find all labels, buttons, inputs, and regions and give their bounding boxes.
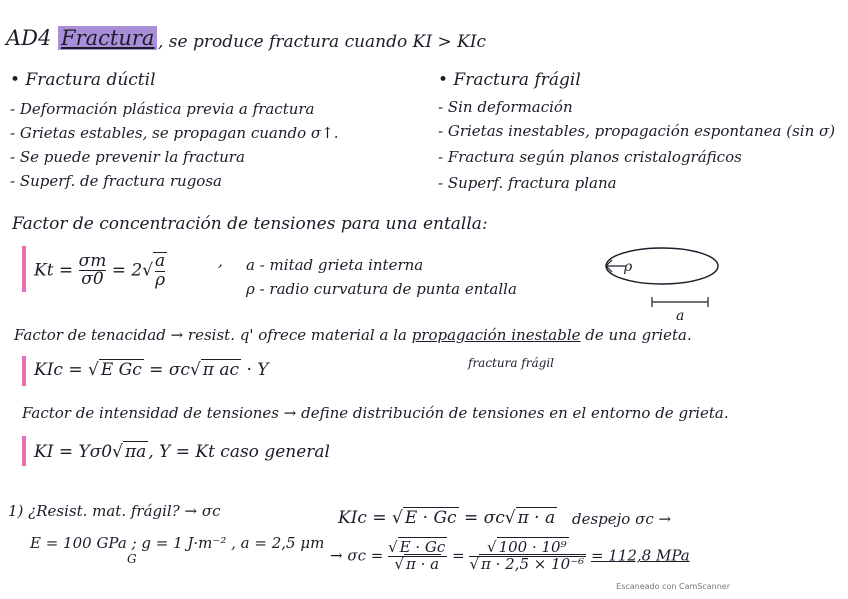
highlight-bar [22, 356, 26, 386]
sqrt-sign: √ [392, 508, 403, 528]
kt-comma: , [218, 252, 223, 270]
fragil-title: • Fractura frágil [438, 70, 581, 90]
despejo-note: despejo σc → [572, 510, 672, 528]
kt-fraction [78, 250, 107, 290]
highlight-bar [22, 436, 26, 466]
ductil-item: - Superf. de fractura rugosa [10, 172, 222, 190]
solution-line [330, 540, 690, 573]
kt-lhs: Kt = [34, 260, 74, 281]
tenacidad-note: fractura frágil [468, 356, 554, 370]
sqrt-sign: √ [504, 508, 516, 528]
sqrt-sign: √ [112, 442, 123, 462]
kt-root-fraction [153, 252, 167, 290]
ductil-title: • Fractura dúctil [10, 70, 156, 90]
kt-eq: = 2 [111, 260, 143, 281]
sol-den2: √ π · 2,5 × 10⁻⁶ [469, 554, 585, 573]
sol-den: √ π · a [394, 554, 440, 573]
kt-frac-den: σ0 [81, 269, 104, 290]
fragil-item: - Fractura según planos cristalográficos [438, 148, 742, 166]
tenacidad-title-b: propagación inestable [411, 326, 581, 344]
ductil-item: - Se puede prevenir la fractura [10, 148, 245, 166]
ki-rest: , Y = Kt caso general [148, 442, 330, 462]
tenacidad-title-c: de una grieta. [580, 326, 692, 344]
kic-p-root2: π · a [517, 508, 556, 528]
kic-p-mid: = σc [463, 508, 505, 528]
sqrt-sign: √ [88, 360, 99, 380]
sol-frac2 [469, 540, 586, 573]
problem-givens: E = 100 GPa ; g = 1 J·m⁻² , a = 2,5 μm [30, 534, 325, 552]
problem-question: 1) ¿Resist. mat. frágil? → σc [8, 502, 221, 520]
intensidad-title: Factor de intensidad de tensiones → define distribución de tensiones en el entorno de grieta. [22, 404, 729, 422]
tenacidad-title [14, 326, 692, 344]
kic-end: · Y [246, 360, 269, 380]
rho-label: ρ [624, 259, 633, 275]
kt-frac-num: σm [78, 250, 107, 271]
topic-title: Fractura [58, 26, 157, 50]
kt-root-num: a [155, 251, 166, 271]
ki-root: πa [124, 442, 147, 462]
kic-root: E Gc [100, 360, 142, 380]
sol-frac1 [388, 540, 447, 573]
kic-mid: = σc [149, 360, 190, 380]
kt-root-den: ρ [155, 269, 166, 290]
ductil-item: - Deformación plástica previa a fractura [10, 100, 315, 118]
kic-p-root: E · Gc [404, 508, 457, 528]
ki-formula [34, 442, 330, 462]
kic-problem-formula [338, 508, 557, 528]
a-label: a [676, 308, 685, 324]
doc-code: AD4 [6, 26, 52, 50]
concentracion-title: Factor de concentración de tensiones para una entalla: [12, 214, 488, 234]
sol-num: √ E · Gc [388, 538, 446, 556]
sol-num2: √ 100 · 10⁹ [469, 540, 586, 557]
kic-lhs: KⅠc = [34, 360, 83, 380]
ki-lhs: KⅠ = Yσ0 [34, 442, 113, 462]
fragil-item: - Superf. fractura plana [438, 174, 617, 192]
sol-result: = 112,8 MPa [590, 546, 690, 565]
crack-sketch [596, 244, 726, 324]
kic-formula [34, 360, 268, 380]
kt-formula [34, 252, 167, 290]
def-rho: ρ - radio curvatura de punta entalla [246, 280, 517, 298]
sqrt-sign: √ [142, 260, 154, 281]
sqrt-sign: √ [189, 360, 201, 380]
sol-eq: = [452, 546, 465, 565]
kic-p-lhs: KⅠc = [338, 508, 387, 528]
givens-subscript: G [127, 552, 137, 566]
scanner-watermark: Escaneado con CamScanner [616, 582, 730, 591]
sol-lhs: → σc = [330, 546, 384, 565]
def-a: a - mitad grieta interna [246, 256, 424, 274]
fragil-item: - Grietas inestables, propagación espontanea (sin σ) [438, 122, 836, 140]
ductil-item: - Grietas estables, se propagan cuando σ↑. [10, 124, 339, 142]
fragil-item: - Sin deformación [438, 98, 573, 116]
kic-root2: π ac [202, 360, 240, 380]
tenacidad-title-a: Factor de tenacidad → resist. q' ofrece material a la [14, 326, 412, 344]
intro-line: , se produce fractura cuando KⅠ > KⅠc [158, 32, 487, 52]
highlight-bar [22, 246, 26, 292]
